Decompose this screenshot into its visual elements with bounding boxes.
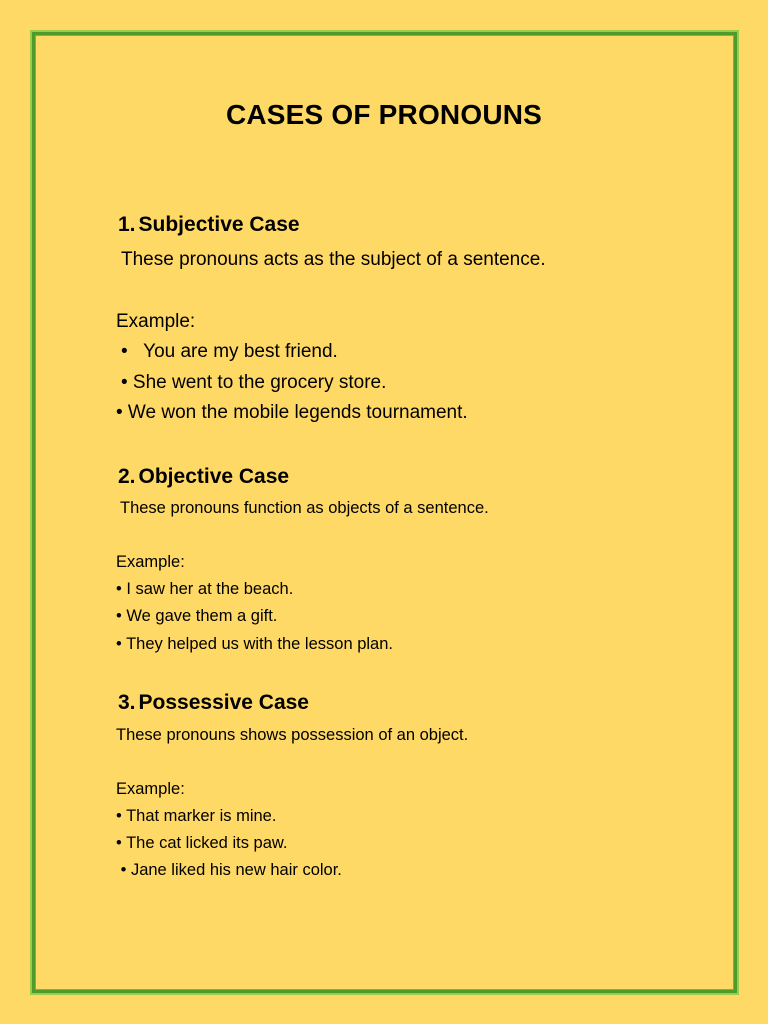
section-description: These pronouns shows possession of an object.	[116, 726, 469, 744]
example-item: • They helped us with the lesson plan.	[116, 635, 393, 653]
example-item: • The cat licked its paw.	[116, 834, 288, 852]
example-item: • You are my best friend.	[121, 341, 338, 362]
section-heading-text: Objective Case	[138, 465, 290, 488]
section-heading-subjective	[118, 213, 300, 237]
example-item: • Jane liked his new hair color.	[116, 861, 342, 879]
example-item: • We won the mobile legends tournament.	[116, 402, 468, 423]
example-label: Example:	[116, 780, 185, 798]
section-heading-objective	[118, 465, 289, 489]
example-item: • That marker is mine.	[116, 807, 277, 825]
example-item: • She went to the grocery store.	[121, 372, 387, 393]
section-description: These pronouns acts as the subject of a sentence.	[121, 249, 546, 270]
example-item: • We gave them a gift.	[116, 607, 278, 625]
example-label: Example:	[116, 311, 196, 332]
section-heading-possessive	[118, 691, 309, 715]
section-heading-text: Subjective Case	[138, 213, 300, 236]
section-description: These pronouns function as objects of a sentence.	[120, 499, 489, 517]
example-item: • I saw her at the beach.	[116, 580, 294, 598]
section-number: 3.	[118, 691, 136, 714]
example-label: Example:	[116, 553, 185, 571]
section-number: 2.	[118, 465, 136, 488]
page-title: CASES OF PRONOUNS	[225, 99, 543, 130]
section-heading-text: Possessive Case	[138, 691, 309, 714]
section-number: 1.	[118, 213, 136, 236]
